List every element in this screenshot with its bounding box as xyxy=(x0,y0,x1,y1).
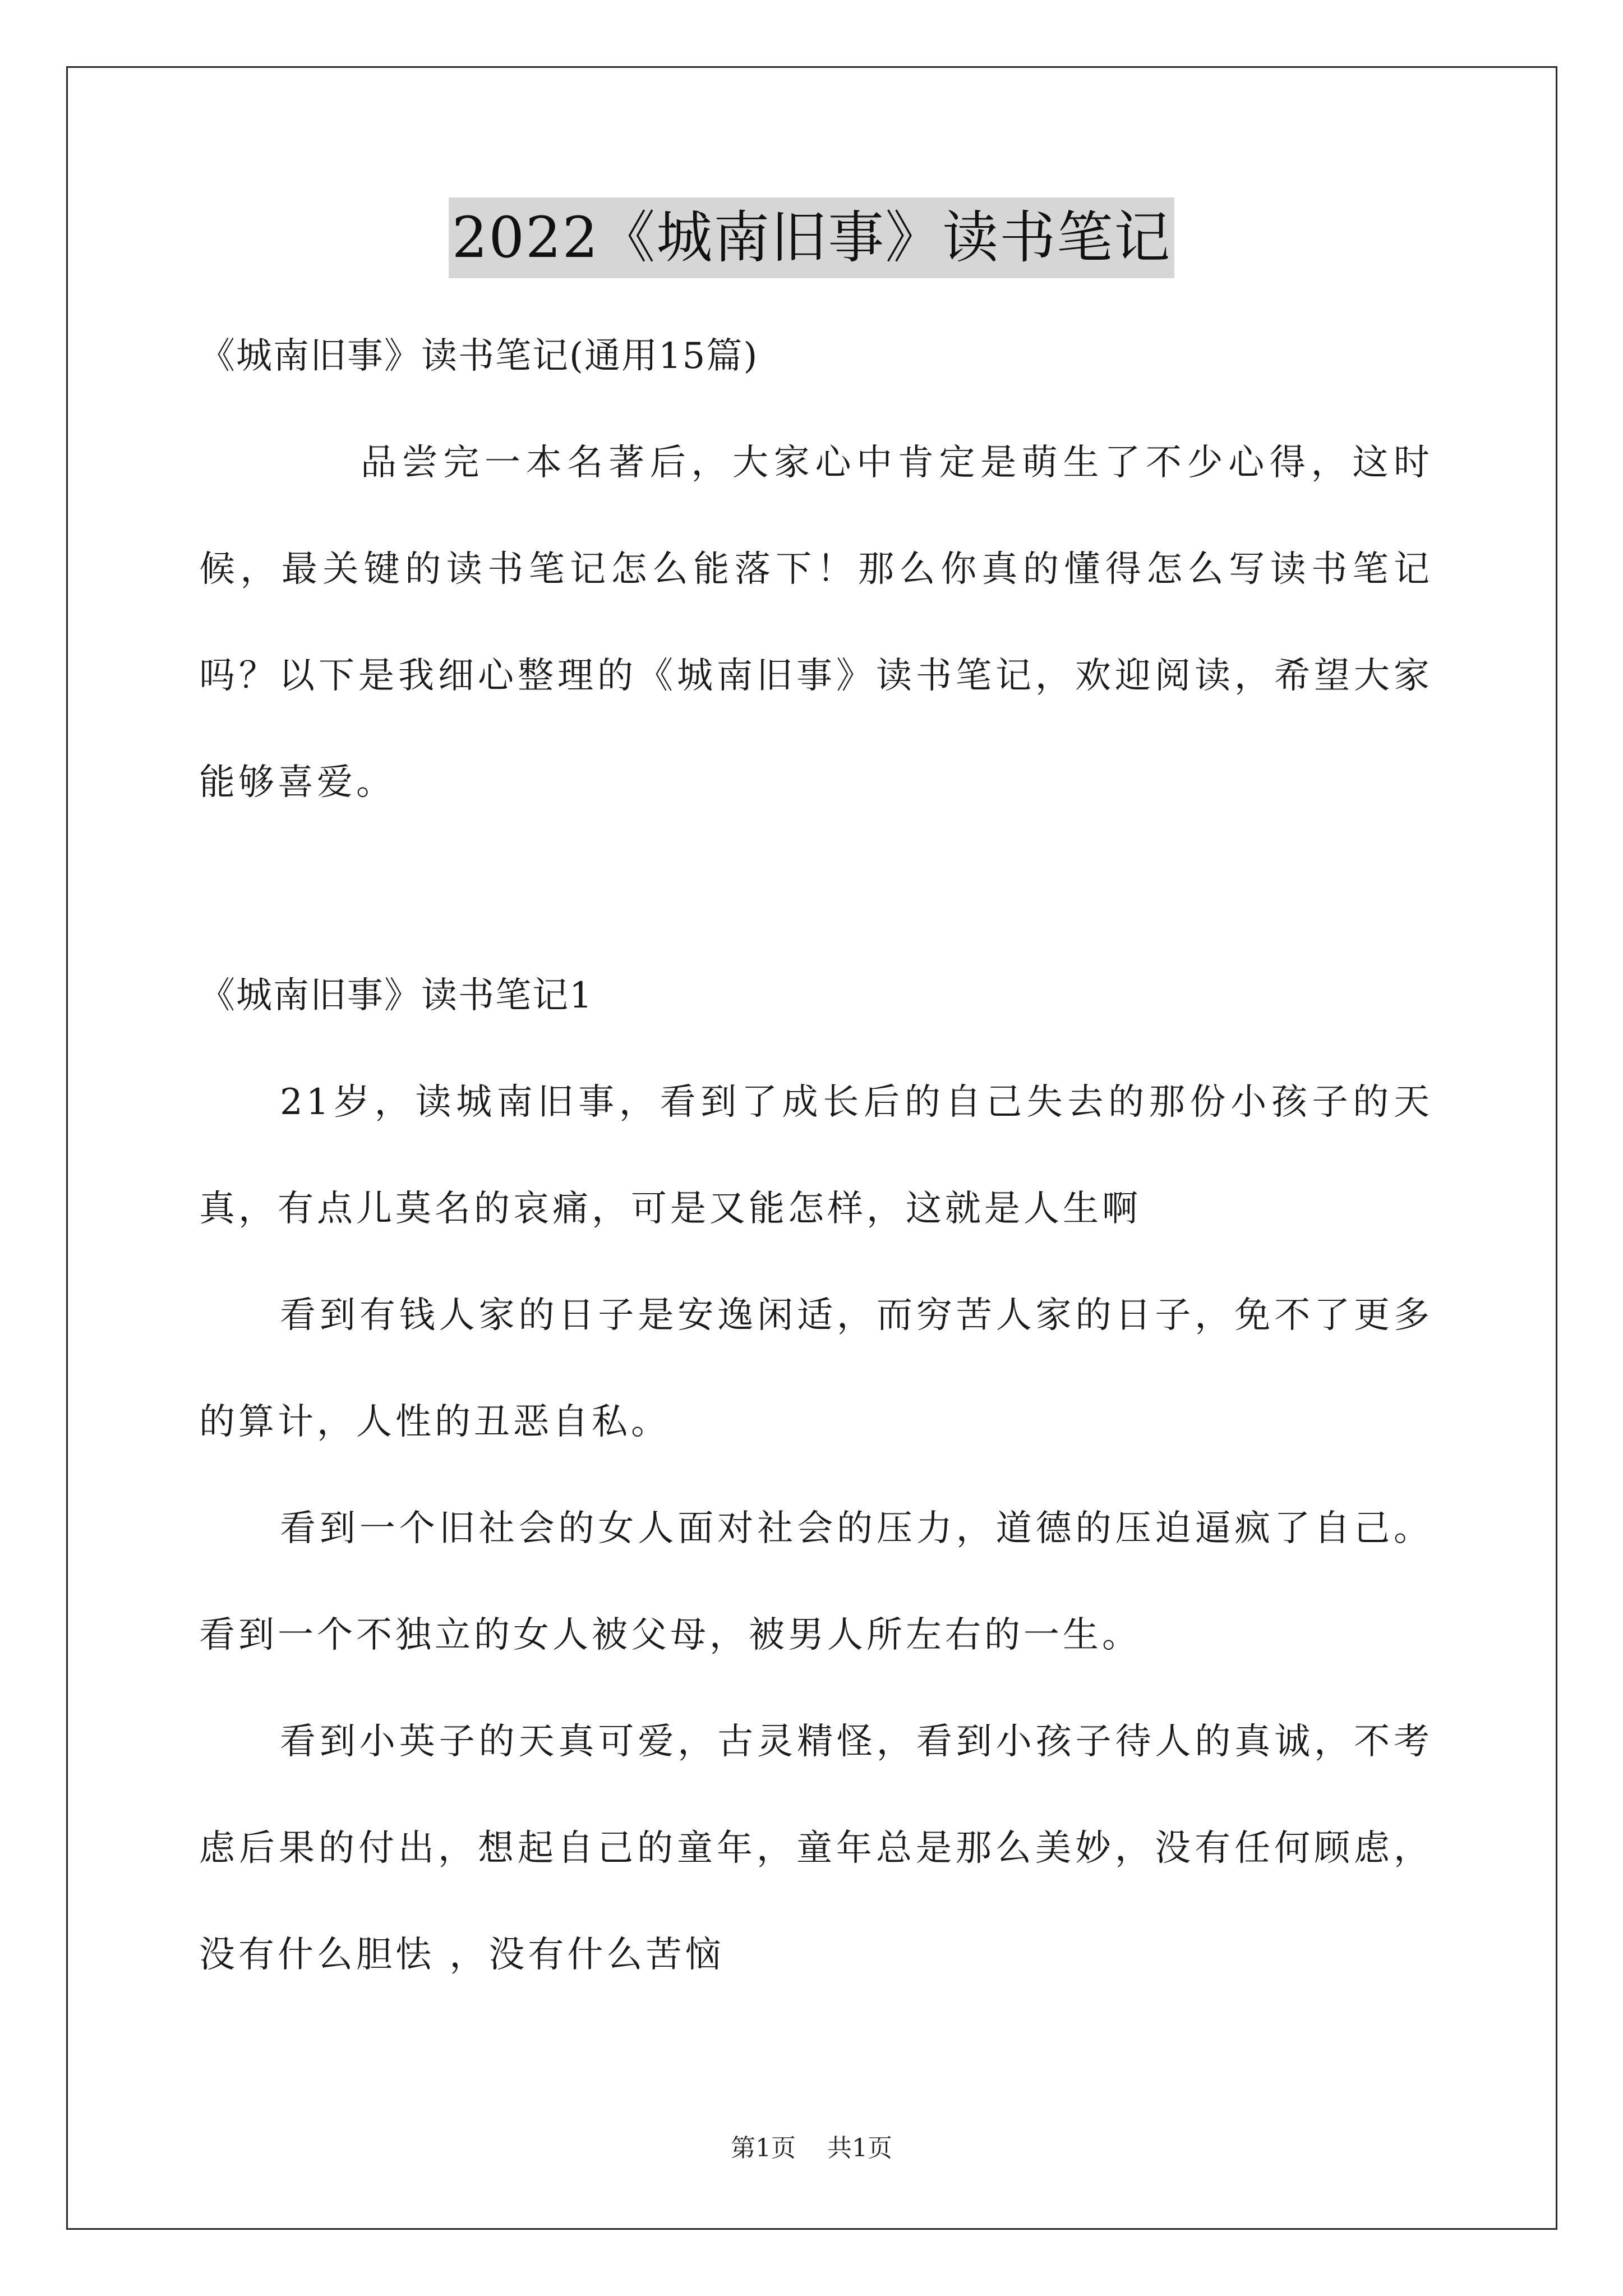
page-title: 2022《城南旧事》读书笔记 xyxy=(449,197,1175,278)
page-total: 共1页 xyxy=(827,2134,892,2162)
page-footer xyxy=(0,2132,1623,2165)
body-paragraph: 21岁，读城南旧事，看到了成长后的自己失去的那份小孩子的天真，有点儿莫名的哀痛，可是又能怎样，这就是人生啊 xyxy=(199,1082,1433,1230)
section-gap xyxy=(199,836,1433,942)
section-heading: 《城南旧事》读书笔记1 xyxy=(199,975,593,1016)
body-paragraph: 看到有钱人家的日子是安逸闲适，而穷苦人家的日子，免不了更多的算计，人性的丑恶自私。 xyxy=(199,1295,1433,1443)
body-paragraph: 看到一个旧社会的女人面对社会的压力，道德的压迫逼疯了自己。看到一个不独立的女人被父母，被男人所左右的一生。 xyxy=(199,1508,1433,1656)
body-paragraph: 看到小英子的天真可爱，古灵精怪，看到小孩子待人的真诚，不考虑后果的付出，想起自己的童年，童年总是那么美妙，没有任何顾虑，没有什么胆怯 ，没有什么苦恼 xyxy=(199,1721,1433,1976)
title-wrap xyxy=(0,197,1623,278)
document-body xyxy=(199,303,1433,2008)
intro-paragraph: 品尝完一本名著后，大家心中肯定是萌生了不少心得，这时候，最关键的读书笔记怎么能落下！那么你真的懂得怎么写读书笔记吗？以下是我细心整理的《城南旧事》读书笔记，欢迎阅读，希望大家能够喜爱。 xyxy=(199,442,1433,803)
document-subtitle: 《城南旧事》读书笔记(通用15篇) xyxy=(199,335,759,377)
page-number: 第1页 xyxy=(731,2134,796,2162)
